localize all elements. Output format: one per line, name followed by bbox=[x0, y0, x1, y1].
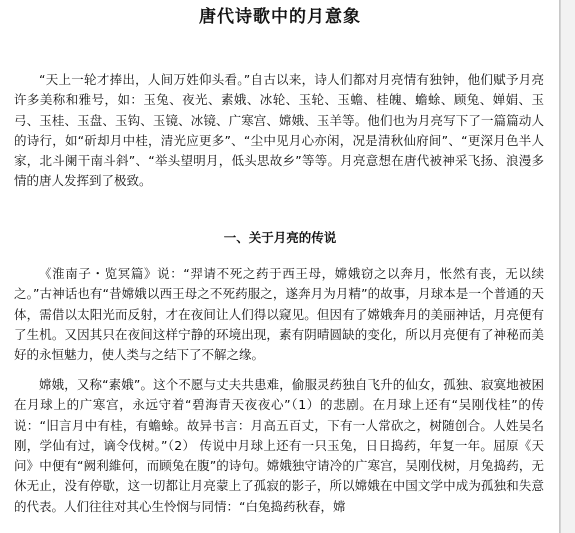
intro-paragraph: “天上一轮才捧出，人间万姓仰头看。”自古以来，诗人们都对月亮情有独钟，他们赋予月亮许多美称和雅号，如：玉兔、夜光、素娥、冰轮、玉轮、玉蟾、桂魄、蟾蜍、顾兔、婵娟、玉弓、玉桂、玉盘、玉钩、玉镜、冰镜、广寒宫、嫦娥、玉羊等。他们也为月亮写下了一篇篇动人的诗行，如“斫却月中桂，清光应更多”、“尘中见月心亦闲，况是清秋仙府间”、“更深月色半人家，北斗阑干南斗斜”、“举头望明月，低头思故乡”等等。月亮意想在唐代被神采飞扬、浪漫多情的唐人发挥到了极致。 bbox=[14, 72, 544, 189]
legend-paragraph-change: 嫦娥，又称“素娥”。这个不愿与丈夫共患难，偷服灵药独自飞升的仙女，孤独、寂寞地被困在月球上的广寒宫，永远守着“碧海青天夜夜心”（1）的悲剧。在月球上还有“吴刚伐桂”的传说：“旧言月中有桂，有蟾蜍。故异书言：月高五百丈，下有一人常砍之，树随创合。人姓吴名刚，学仙有过，谪令伐树。”（2） 传说中月球上还有一只玉兔，日日捣药，年复一年。屈原《天问》中便有“阙利維何，而顾兔在腹”的诗句。嫦娥独守请冷的广寒宫，吴刚伐树，月兔捣药，无休无止，没有停歇，这一切都让月亮蒙上了孤寂的影子，所以嫦娥在中国文学中成为孤独和失意的代表。人们往往对其心生怜悯与同情：“白兔捣药秋春，嫦 bbox=[14, 377, 544, 514]
vertical-scrollbar[interactable] bbox=[560, 0, 575, 533]
section-heading: 一、关于月亮的传说 bbox=[223, 230, 337, 245]
document-title: 唐代诗歌中的月意象 bbox=[199, 7, 361, 27]
legend-paragraph-huainanzi: 《淮南子・览冥篇》说：“羿请不死之药于西王母，嫦娥窃之以奔月，怅然有丧，无以续之。”古神话也有“昔嫦娥以西王母之不死药服之，遂奔月为月精”的故事，月球本是一个普通的天体，需借以太阳光而反射，才在夜间让人们得以窥见。但因有了嫦娥奔月的美丽神话，月亮便有了生机。又因其只在夜间这样宁静的环境出现，素有阴晴圆缺的变化，所以月亮便有了神秘而美好的永恒魅力，使人类与之结下了不解之缘。 bbox=[14, 266, 544, 363]
